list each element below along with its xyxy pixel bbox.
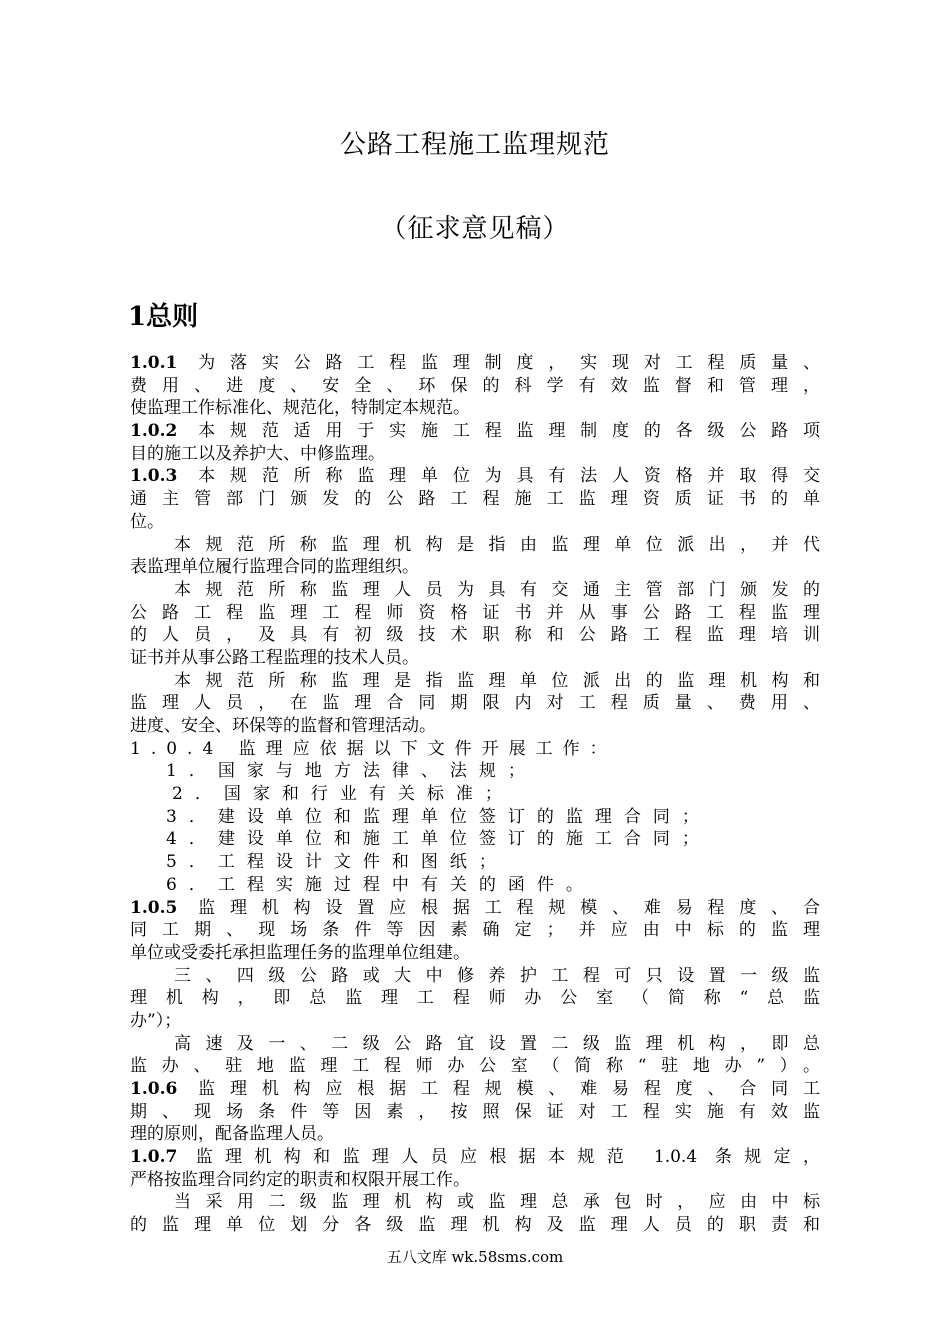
text-line: 期、现场条件等因素，按照保证对工程实施有效监 bbox=[130, 1101, 820, 1122]
text-line: 同工期、现场条件等因素确定；并应由中标的监理 bbox=[130, 920, 820, 941]
list-item: 5．工程设计文件和图纸； bbox=[166, 852, 508, 873]
text-line: 进度、安全、环保等的监督和管理活动。 bbox=[130, 716, 436, 736]
clause-number: 1.0.1 bbox=[130, 353, 178, 373]
document-subtitle: （征求意见稿） bbox=[380, 214, 570, 244]
text-line: 表监理单位履行监理合同的监理组织。 bbox=[130, 557, 419, 578]
list-item: 6．工程实施过程中有关的函件。 bbox=[166, 874, 595, 895]
text-line: 高速及一、二级公路宜设置二级监理机构，即总 bbox=[174, 1033, 820, 1054]
text-line: 监办、驻地监理工程师办公室（简称“驻地办”）。 bbox=[130, 1056, 820, 1077]
text-line: 本规范所称监理人员为具有交通主管部门颁发的 bbox=[174, 579, 820, 600]
text-line: 的人员，及具有初级技术职称和公路工程监理培训 bbox=[130, 625, 820, 646]
text-line: 1.0.4 监理应依据以下文件开展工作： bbox=[130, 738, 617, 759]
list-item: 4．建设单位和施工单位签订的施工合同； bbox=[166, 829, 711, 850]
text-line: 理的原则，配备监理人员。 bbox=[130, 1124, 334, 1145]
text-line: 1.0.5 监理机构设置应根据工程规模、难易程度、合 bbox=[130, 897, 820, 918]
text-line: 通主管部门颁发的公路工程施工监理资质证书的单 bbox=[130, 489, 820, 510]
text-line: 当采用二级监理机构或监理总承包时，应由中标 bbox=[174, 1192, 820, 1213]
text-line: 目的施工以及养护大、中修监理。 bbox=[130, 443, 385, 464]
text-line: 1.0.7 监理机构和监理人员应根据本规范 1.0.4 条规定， bbox=[130, 1147, 820, 1168]
text-line: 三、四级公路或大中修养护工程可只设置一级监 bbox=[174, 965, 820, 986]
list-item: 2．国家和行业有关标准； bbox=[172, 784, 514, 805]
text-line: 的监理单位划分各级监理机构及监理人员的职责和 bbox=[130, 1215, 820, 1236]
list-item: 1．国家与地方法律、法规； bbox=[166, 761, 537, 782]
clause-number: 1.0.5 bbox=[130, 897, 178, 918]
text-line: 1.0.3 本规范所称监理单位为具有法人资格并取得交 bbox=[130, 466, 820, 487]
text-line: 费用、进度、安全、环保的科学有效监督和管理， bbox=[130, 375, 820, 396]
text-line: 本规范所称监理是指监理单位派出的监理机构和 bbox=[174, 670, 820, 691]
clause-number: 1.0.7 bbox=[130, 1147, 178, 1168]
text-line: 办”）； bbox=[130, 1010, 182, 1031]
text-line: 位。 bbox=[130, 511, 164, 532]
text-line: 严格按监理合同约定的职责和权限开展工作。 bbox=[130, 1169, 470, 1190]
clause-number: 1.0.6 bbox=[130, 1079, 178, 1099]
watermark-footer: 五八文库 wk.58sms.com bbox=[386, 1248, 564, 1266]
text-line: 本规范所称监理机构是指由监理单位派出，并代 bbox=[174, 534, 820, 555]
text-line: 使监理工作标准化、规范化，特制定本规范。 bbox=[130, 398, 470, 419]
text-line: 理机构，即总监理工程师办公室（简称“总监 bbox=[130, 988, 820, 1009]
document-title: 公路工程施工监理规范 bbox=[339, 130, 610, 160]
text-line: 证书并从事公路工程监理的技术人员。 bbox=[130, 647, 419, 668]
chapter-heading: 1总则 bbox=[128, 302, 199, 332]
text-line: 公路工程监理工程师资格证书并从事公路工程监理 bbox=[130, 602, 820, 623]
list-item: 3．建设单位和监理单位签订的监理合同； bbox=[166, 806, 711, 827]
text-line: 1.0.2 本规范适用于实施工程监理制度的各级公路项 bbox=[130, 421, 820, 442]
text-line: 1.0.6 监理机构应根据工程规模、难易程度、合同工 bbox=[130, 1079, 820, 1099]
body-text bbox=[130, 352, 820, 1237]
clause-number: 1.0.2 bbox=[130, 421, 178, 442]
text-line: 单位或受委托承担监理任务的监理单位组建。 bbox=[130, 942, 470, 963]
text-line: 1.0.1 为落实公路工程监理制度，实现对工程质量、 bbox=[130, 353, 820, 373]
clause-number: 1.0.3 bbox=[130, 466, 178, 487]
text-line: 监理人员，在监理合同期限内对工程质量、费用、 bbox=[130, 693, 820, 714]
